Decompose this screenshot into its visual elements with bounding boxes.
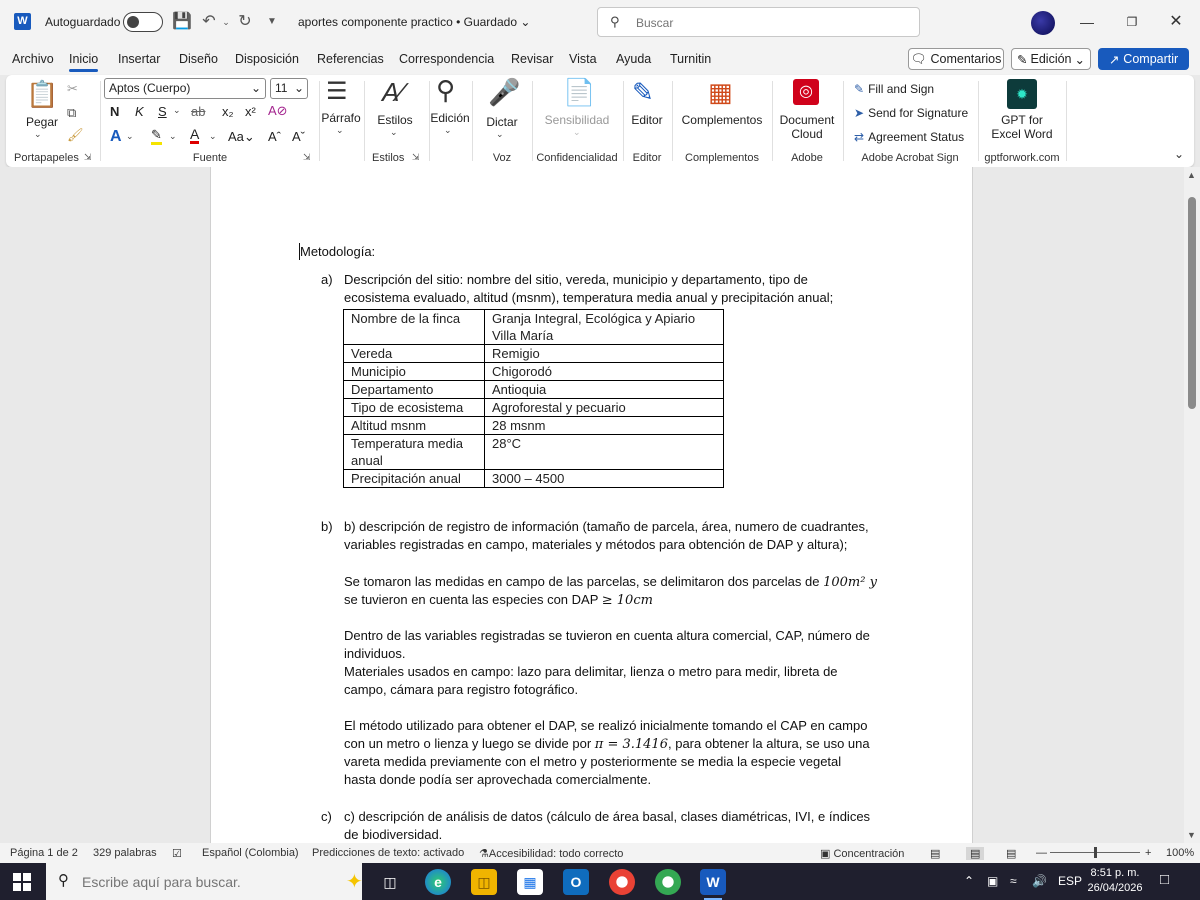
task-view-icon[interactable]: ◫ [383, 874, 397, 890]
paragraph-method-line-1: El método utilizado para obtener el DAP, se realizó inicialmente tomando el CAP en campo [344, 718, 868, 733]
word-app-icon: W [14, 13, 31, 30]
search-icon: ⚲ [610, 14, 620, 29]
send-signature-icon: ➤ [854, 106, 865, 120]
grow-font-icon[interactable]: Aˆ [268, 129, 281, 144]
sensitivity-chevron-icon: ⌄ [573, 127, 581, 137]
table-cell: Chigorodó [485, 363, 724, 381]
gpt-label-1: GPT for [1001, 113, 1043, 127]
highlight-chevron-icon[interactable]: ⌄ [169, 131, 177, 141]
volume-icon[interactable]: 🔊 [1032, 874, 1047, 888]
taskbar-clock[interactable] [1085, 866, 1145, 896]
print-layout-icon[interactable]: ▤ [966, 847, 984, 860]
table-row [344, 381, 724, 399]
chevron-down-icon: ⌄ [1074, 52, 1085, 67]
taskbar-search-input[interactable] [82, 872, 282, 892]
editor-group-label: Editor [632, 152, 662, 164]
format-painter-icon[interactable]: 🖌 [67, 127, 84, 142]
paragraph-text: con un metro o lienza y luego se divide por [344, 736, 592, 751]
confidentiality-group-label: Confidencialidad [536, 152, 618, 164]
confidentiality-group [533, 75, 621, 167]
document-page[interactable] [210, 167, 973, 843]
send-for-signature-button[interactable] [854, 106, 968, 120]
taskbar-search[interactable] [46, 863, 362, 900]
pencil-icon: ✎ [1017, 52, 1028, 67]
zoom-out-icon[interactable]: — [1036, 847, 1047, 859]
clock-time: 8:51 p. m. [1090, 867, 1140, 879]
focus-icon: ▣ [820, 848, 831, 860]
styles-chevron-icon[interactable]: ⌄ [390, 127, 398, 137]
addins-group [674, 75, 770, 167]
tab-referencias[interactable]: Referencias [317, 52, 384, 66]
table-row [344, 417, 724, 435]
table-row [344, 363, 724, 381]
tab-disposicion[interactable]: Disposición [235, 52, 299, 66]
table-cell: Antioquia [485, 381, 724, 399]
cut-icon[interactable]: ✂ [67, 81, 78, 96]
font-name-select[interactable] [104, 78, 266, 99]
paragraph-text: Se tomaron las medidas en campo de las parcelas, se delimitaron dos parcelas de [344, 574, 820, 589]
zoom-slider-knob[interactable] [1094, 847, 1097, 858]
focus-mode-button[interactable] [820, 847, 904, 860]
table-cell: Granja Integral, Ecológica y Apiario Villa María [485, 310, 724, 345]
paragraph-materials-line-1: Materiales usados en campo: lazo para delimitar, lienza o metro para medir, libreta de [344, 664, 838, 679]
paragraph-text: , para obtener la altura, se uso una [667, 736, 870, 751]
editing-group [430, 75, 470, 167]
send-for-signature-label: Send for Signature [868, 106, 969, 120]
gpt-label-2: Excel Word [991, 127, 1053, 141]
ribbon-separator [364, 81, 365, 161]
share-button[interactable] [1098, 48, 1189, 70]
item-c-line-2: de biodiversidad. [344, 827, 443, 842]
ribbon-separator [472, 81, 473, 161]
document-cloud-label-2: Cloud [791, 127, 823, 141]
tab-revisar[interactable]: Revisar [511, 52, 554, 66]
agreement-status-label: Agreement Status [868, 130, 965, 144]
paragraph-method-line-3: vareta medida previamente con el metro y posteriormente se media la especie vegetal [344, 754, 842, 769]
styles-icon[interactable]: A∕ [382, 77, 404, 107]
chevron-down-icon: ⌄ [250, 81, 261, 95]
paragraph-variables-line-1: Dentro de las variables registradas se tuvieron en cuenta altura comercial, CAP, número de [344, 628, 870, 643]
input-language[interactable]: ESP [1058, 874, 1083, 888]
superscript-icon[interactable]: x² [245, 104, 256, 119]
voice-group-label: Voz [492, 152, 512, 164]
zoom-level[interactable]: 100% [1166, 847, 1195, 859]
maximize-button[interactable]: ❐ [1126, 15, 1138, 29]
word-taskbar-icon[interactable]: W [700, 869, 726, 895]
math-dap: ≥ 10cm [601, 593, 653, 608]
paragraph-chevron-icon[interactable]: ⌄ [336, 125, 344, 135]
accessibility-status[interactable] [479, 847, 623, 860]
tab-ayuda[interactable]: Ayuda [616, 52, 652, 66]
proofing-icon[interactable]: ☑ [172, 848, 182, 860]
table-cell: Tipo de ecosistema [344, 399, 485, 417]
autosave-label: Autoguardado [45, 15, 121, 29]
dictate-button[interactable]: Dictar [486, 115, 518, 129]
table-row [344, 399, 724, 417]
document-title[interactable]: aportes componente practico • Guardado ⌄ [298, 15, 531, 29]
editing-mode-label: Edición [1030, 52, 1072, 66]
user-avatar[interactable] [1031, 11, 1055, 35]
notifications-icon[interactable]: □ [1160, 871, 1170, 888]
ribbon-separator [672, 81, 673, 161]
strikethrough-icon[interactable]: ab [191, 104, 206, 119]
gpt-group-label: gptforwork.com [984, 152, 1060, 164]
gpt-group [980, 75, 1064, 167]
math-pi: π = 3.1416 [594, 737, 668, 752]
share-label: Compartir [1123, 52, 1179, 66]
addins-icon[interactable]: ▦ [708, 77, 733, 107]
search-box[interactable] [597, 7, 920, 37]
addins-group-label: Complementos [685, 152, 759, 164]
item-a-line-2: ecosistema evaluado, altitud (msnm), temperatura media anual y precipitación anual; [344, 290, 834, 305]
find-icon[interactable]: ⚲ [436, 75, 456, 105]
font-group-label: Fuente [192, 152, 228, 164]
table-cell: Temperatura media anual [344, 435, 485, 470]
outlook-icon[interactable]: O [563, 869, 589, 895]
adobe-pdf-icon[interactable]: ◎ [793, 79, 819, 105]
undo-icon[interactable]: ↶ [202, 13, 216, 30]
table-cell: Nombre de la finca [344, 310, 485, 345]
item-a-line-1: Descripción del sitio: nombre del sitio, vereda, municipio y departamento, tipo de [344, 272, 808, 287]
fill-and-sign-button[interactable] [854, 82, 934, 96]
document-area [0, 167, 1200, 843]
agreement-status-icon: ⇄ [854, 130, 865, 144]
chrome-icon[interactable] [609, 869, 635, 895]
subscript-icon[interactable]: x₂ [222, 104, 234, 119]
paragraph-method-line-4: hasta donde podía ser aprovechada comercialmente. [344, 772, 652, 787]
table-cell: Precipitación anual [344, 470, 485, 488]
table-cell: 28 msnm [485, 417, 724, 435]
text-predictions-status[interactable]: Predicciones de texto: activado [312, 847, 465, 859]
tab-correspondencia[interactable]: Correspondencia [399, 52, 495, 66]
fill-sign-icon: ✎ [854, 82, 865, 96]
clock-date: 26/04/2026 [1087, 882, 1143, 894]
save-icon[interactable]: 💾 [172, 13, 192, 30]
ribbon-collapse-icon[interactable]: ⌄ [1173, 147, 1184, 161]
wifi-icon[interactable]: ≈ [1010, 874, 1017, 888]
page-count[interactable]: Página 1 de 2 [10, 847, 78, 859]
addins-button[interactable]: Complementos [681, 113, 763, 127]
sensitivity-button: Sensibilidad [544, 113, 610, 127]
font-name-value: Aptos (Cuerpo) [109, 81, 191, 95]
word-count[interactable]: 329 palabras [93, 847, 157, 859]
paragraph-materials-line-2: campo, cámara para registro fotográfico. [344, 682, 579, 697]
file-explorer-icon[interactable]: ◫ [471, 869, 497, 895]
dictate-chevron-icon[interactable]: ⌄ [496, 129, 504, 139]
search-input[interactable] [636, 14, 896, 32]
table-cell: 28°C [485, 435, 724, 470]
math-area: 100m² y [823, 575, 877, 590]
share-icon: ↗ [1108, 52, 1120, 67]
tab-diseno[interactable]: Diseño [179, 52, 218, 66]
paragraph-text: se tuvieron en cuenta las especies con DAP [344, 592, 599, 607]
table-cell: Vereda [344, 345, 485, 363]
paragraph-group [320, 75, 362, 167]
document-cloud-button[interactable] [773, 113, 841, 141]
editor-icon[interactable]: ✎ [632, 77, 654, 107]
paste-button[interactable]: Pegar [25, 115, 59, 129]
paragraph-parcels-line-1 [344, 573, 877, 592]
scroll-down-icon[interactable]: ▼ [1187, 830, 1196, 840]
font-color-icon[interactable]: A [190, 126, 200, 142]
styles-button[interactable]: Estilos [377, 113, 413, 127]
paste-chevron-icon[interactable]: ⌄ [34, 129, 42, 139]
list-marker-b: b) [321, 519, 333, 534]
font-size-value: 11 [275, 81, 288, 95]
tray-chevron-icon[interactable]: ⌃ [964, 874, 975, 888]
item-b-line-1: b) descripción de registro de información (tamaño de parcela, área, numero de cuadrantes, [344, 519, 869, 534]
tab-vista[interactable]: Vista [569, 52, 597, 66]
table-cell: Municipio [344, 363, 485, 381]
comments-button[interactable] [908, 48, 1004, 70]
adobe-group [773, 75, 841, 167]
editing-mode-button[interactable] [1011, 48, 1091, 70]
ribbon-separator [1066, 81, 1067, 161]
windows-start-icon[interactable] [13, 873, 31, 891]
section-heading: Metodología: [300, 244, 376, 259]
styles-launcher-icon[interactable]: ⇲ [412, 152, 420, 162]
bold-icon[interactable]: N [110, 104, 120, 119]
document-cloud-label-1: Document [779, 113, 835, 127]
clipboard-group-label: Portapapeles [14, 152, 79, 164]
editing-chevron-icon[interactable]: ⌄ [444, 125, 452, 135]
tray-device-icon[interactable]: ▣ [987, 874, 999, 888]
fill-and-sign-label: Fill and Sign [868, 82, 935, 96]
sensitivity-icon: 📄 [563, 77, 596, 107]
styles-group [366, 75, 428, 167]
shrink-font-icon[interactable]: Aˇ [292, 129, 305, 144]
change-case-icon[interactable]: Aa⌄ [228, 129, 255, 144]
sparkle-icon: ✦ [346, 871, 363, 893]
clipboard-group [6, 75, 98, 167]
editor-button[interactable]: Editor [631, 113, 663, 127]
table-cell: Departamento [344, 381, 485, 399]
redo-icon[interactable]: ↻ [238, 13, 252, 30]
web-layout-icon[interactable]: ▤ [1006, 848, 1017, 860]
scroll-up-icon[interactable]: ▲ [1187, 170, 1196, 180]
table-row [344, 435, 724, 470]
table-cell: 3000 – 4500 [485, 470, 724, 488]
acrobat-sign-group [844, 75, 976, 167]
language-status[interactable]: Español (Colombia) [202, 847, 299, 859]
zoom-in-icon[interactable]: + [1145, 847, 1152, 859]
table-cell: Remigio [485, 345, 724, 363]
italic-icon[interactable]: K [135, 104, 144, 119]
paragraph-parcels-line-2 [344, 591, 653, 610]
close-button[interactable]: ✕ [1169, 13, 1183, 30]
paragraph-icon[interactable]: ☰ [326, 78, 348, 105]
clear-formatting-icon[interactable]: A⊘ [268, 103, 288, 118]
font-size-select[interactable] [270, 78, 308, 99]
table-row [344, 470, 724, 488]
paragraph-method-line-2 [344, 735, 870, 754]
font-color-chevron-icon[interactable]: ⌄ [209, 131, 217, 141]
item-b-line-2: variables registradas en campo, materiales y métodos para obtención de DAP y altura); [344, 537, 848, 552]
tab-inicio[interactable]: Inicio [69, 52, 99, 66]
chevron-down-icon: ⌄ [293, 81, 304, 95]
customize-quick-access-icon[interactable]: ▼ [267, 16, 277, 27]
vertical-scrollbar[interactable] [1184, 167, 1200, 843]
editing-button[interactable]: Edición [430, 111, 470, 125]
highlight-icon[interactable]: ✎ [151, 128, 162, 145]
scrollbar-thumb[interactable] [1188, 197, 1196, 409]
paste-icon[interactable]: 📋 [26, 79, 59, 109]
table-cell: Agroforestal y pecuario [485, 399, 724, 417]
copy-icon[interactable]: ⧉ [67, 105, 77, 120]
tab-turnitin[interactable]: Turnitin [670, 52, 712, 66]
ribbon-separator [978, 81, 979, 161]
tab-archivo[interactable]: Archivo [12, 52, 54, 66]
ribbon [6, 75, 1194, 167]
acrobat-sign-group-label: Adobe Acrobat Sign [861, 152, 959, 164]
title-bar [0, 0, 1200, 45]
minimize-button[interactable]: — [1080, 14, 1094, 30]
focus-label: Concentración [833, 848, 905, 860]
list-marker-a: a) [321, 272, 333, 287]
accessibility-label: Accesibilidad: todo correcto [488, 848, 624, 860]
windows-taskbar [0, 863, 1200, 900]
item-c-line-1: c) descripción de análisis de datos (cálculo de área basal, clases diamétricas, IVI, e índices [344, 809, 871, 824]
styles-group-label: Estilos [372, 152, 405, 164]
comments-label: Comentarios [930, 52, 1002, 66]
underline-icon[interactable]: S [158, 104, 167, 119]
ribbon-separator [100, 81, 101, 161]
voice-group [474, 75, 530, 167]
accessibility-icon: ⚗ [479, 848, 489, 860]
underline-chevron-icon[interactable]: ⌄ [173, 105, 181, 115]
table-row [344, 345, 724, 363]
tab-insertar[interactable]: Insertar [118, 52, 161, 66]
text-effects-icon[interactable]: A [110, 128, 122, 145]
gpt-for-work-icon[interactable]: ✹ [1007, 79, 1037, 109]
undo-dropdown-icon[interactable]: ⌄ [222, 17, 230, 27]
search-icon: ⚲ [58, 872, 69, 889]
editor-group [624, 75, 670, 167]
adobe-group-label: Adobe [791, 152, 823, 164]
gpt-for-excel-word-button[interactable] [980, 113, 1064, 141]
autosave-toggle[interactable] [123, 12, 163, 32]
list-marker-c: c) [321, 809, 332, 824]
font-group [102, 75, 318, 167]
text-effects-chevron-icon[interactable]: ⌄ [126, 131, 134, 141]
edge-icon[interactable]: e [425, 869, 451, 895]
table-row [344, 310, 724, 345]
read-mode-icon[interactable]: ▤ [930, 848, 941, 860]
agreement-status-button[interactable] [854, 130, 964, 144]
microsoft-store-icon[interactable]: ▦ [517, 869, 543, 895]
status-bar [0, 843, 1200, 863]
table-cell: Altitud msnm [344, 417, 485, 435]
microphone-icon[interactable]: 🎤 [488, 77, 521, 107]
paragraph-variables-line-2: individuos. [344, 646, 406, 661]
font-launcher-icon[interactable]: ⇲ [303, 152, 311, 162]
paragraph-button[interactable]: Párrafo [321, 111, 361, 125]
clipboard-launcher-icon[interactable]: ⇲ [84, 152, 92, 162]
chrome-profile-icon[interactable] [655, 869, 681, 895]
comment-icon: 🗨 [910, 51, 927, 66]
site-description-table [343, 309, 724, 488]
